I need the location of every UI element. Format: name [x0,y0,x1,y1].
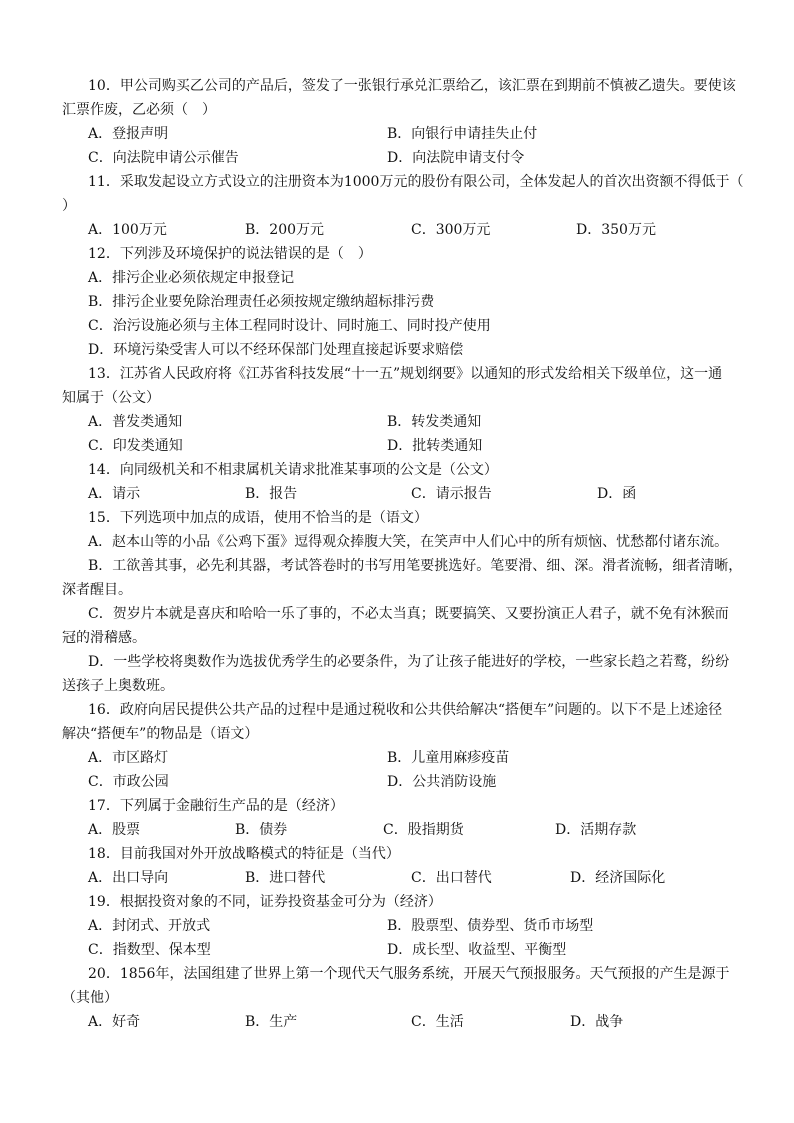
question-20-stem-cont: （其他） [62,990,118,1006]
question-20-stem: 20．1856年，法国组建了世界上第一个现代天气服务系统，开展天气预报服务。天气预报的产生是源于 [88,966,730,982]
question-15-option-c: C．贺岁片本就是喜庆和哈哈一乐了事的，不必太当真；既要搞笑、又要扮演正人君子，就不免有沐猴而 [88,606,729,622]
question-18-stem: 18．目前我国对外开放战略模式的特征是（当代） [88,846,400,862]
question-11-option-b: B．200万元 [245,222,325,238]
question-15-option-b: B．工欲善其事，必先利其器，考试答卷时的书写用笔要挑选好。笔要滑、细、深。滑者流畅，细者清晰， [88,558,743,574]
question-11-option-d: D．350万元 [576,222,656,238]
question-10-option-c: C．向法院申请公示催告 [88,150,239,166]
question-19-option-a: A．封闭式、开放式 [88,918,211,934]
question-16-option-d: D．公共消防设施 [387,774,497,790]
question-16-option-c: C．市政公园 [88,774,169,790]
question-10-stem: 10．甲公司购买乙公司的产品后，签发了一张银行承兑汇票给乙，该汇票在到期前不慎被乙遗失。要使该 [88,78,736,94]
question-15-option-a: A．赵本山等的小品《公鸡下蛋》逗得观众捧腹大笑，在笑声中人们心中的所有烦恼、忧愁都付诸东流。 [88,534,729,550]
question-20-option-d: D．战争 [570,1014,624,1030]
question-15-option-d: D．一些学校将奥数作为选拔优秀学生的必要条件，为了让孩子能进好的学校，一些家长趋之若鹜，纷纷 [88,654,730,670]
question-13-option-d: D．批转类通知 [387,438,483,454]
question-19-option-b: B．股票型、债券型、货币市场型 [387,918,594,934]
question-12-option-b: B．排污企业要免除治理责任必须按规定缴纳超标排污费 [88,294,435,310]
question-17-stem: 17．下列属于金融衍生产品的是（经济） [88,798,344,814]
question-18-option-c: C．出口替代 [411,870,492,886]
question-12-option-c: C．治污设施必须与主体工程同时设计、同时施工、同时投产使用 [88,318,491,334]
question-13-option-b: B．转发类通知 [387,414,482,430]
question-19-stem: 19．根据投资对象的不同，证券投资基金可分为（经济） [88,894,442,910]
question-12-option-d: D．环境污染受害人可以不经环保部门处理直接起诉要求赔偿 [88,342,464,358]
question-18-option-d: D．经济国际化 [570,870,666,886]
question-18-option-b: B．进口替代 [245,870,326,886]
question-11-option-a: A．100万元 [88,222,167,238]
question-10-option-a: A．登报声明 [88,126,169,142]
question-14-option-d: D．函 [597,486,637,502]
question-19-option-c: C．指数型、保本型 [88,942,211,958]
question-10-option-b: B．向银行申请挂失止付 [387,126,538,142]
question-15-option-c-cont: 冠的滑稽感。 [62,630,146,646]
question-15-stem: 15．下列选项中加点的成语，使用不恰当的是（语文） [88,510,428,526]
question-20-option-a: A．好奇 [88,1014,141,1030]
question-12-stem: 12．下列涉及环境保护的说法错误的是（ ） [88,246,372,262]
question-20-option-c: C．生活 [411,1014,464,1030]
question-13-option-a: A．普发类通知 [88,414,183,430]
question-11-stem-cont: ） [62,198,76,214]
question-13-stem: 13．江苏省人民政府将《江苏省科技发展“十一五”规划纲要》以通知的形式发给相关下级单位，这一通 [88,366,723,382]
question-14-stem: 14．向同级机关和不相隶属机关请求批准某事项的公文是（公文） [88,462,498,478]
question-15-option-b-cont: 深者醒目。 [62,582,132,598]
question-20-option-b: B．生产 [245,1014,298,1030]
question-17-option-c: C．股指期货 [383,822,464,838]
question-17-option-b: B．债券 [235,822,288,838]
question-14-option-c: C．请示报告 [411,486,492,502]
question-16-stem: 16．政府向居民提供公共产品的过程中是通过税收和公共供给解决“搭便车”问题的。以下不是上述途径 [88,702,723,718]
question-10-stem-cont: 汇票作废，乙必须（ ） [62,102,216,118]
question-16-option-a: A．市区路灯 [88,750,169,766]
question-12-option-a: A．排污企业必须依规定申报登记 [88,270,295,286]
question-14-option-a: A．请示 [88,486,141,502]
question-16-option-b: B．儿童用麻疹疫苗 [387,750,510,766]
question-11-option-c: C．300万元 [411,222,491,238]
question-17-option-d: D．活期存款 [555,822,637,838]
question-19-option-d: D．成长型、收益型、平衡型 [387,942,567,958]
question-13-option-c: C．印发类通知 [88,438,183,454]
question-17-option-a: A．股票 [88,822,141,838]
question-16-stem-cont: 解决“搭便车”的物品是（语文） [62,726,259,742]
question-11-stem: 11．采取发起设立方式设立的注册资本为1000万元的股份有限公司，全体发起人的首次出资额不得低于（ [88,174,744,190]
question-13-stem-cont: 知属于（公文） [62,390,160,406]
question-18-option-a: A．出口导向 [88,870,169,886]
question-14-option-b: B．报告 [245,486,298,502]
question-10-option-d: D．向法院申请支付令 [387,150,525,166]
question-15-option-d-cont: 送孩子上奥数班。 [62,678,174,694]
